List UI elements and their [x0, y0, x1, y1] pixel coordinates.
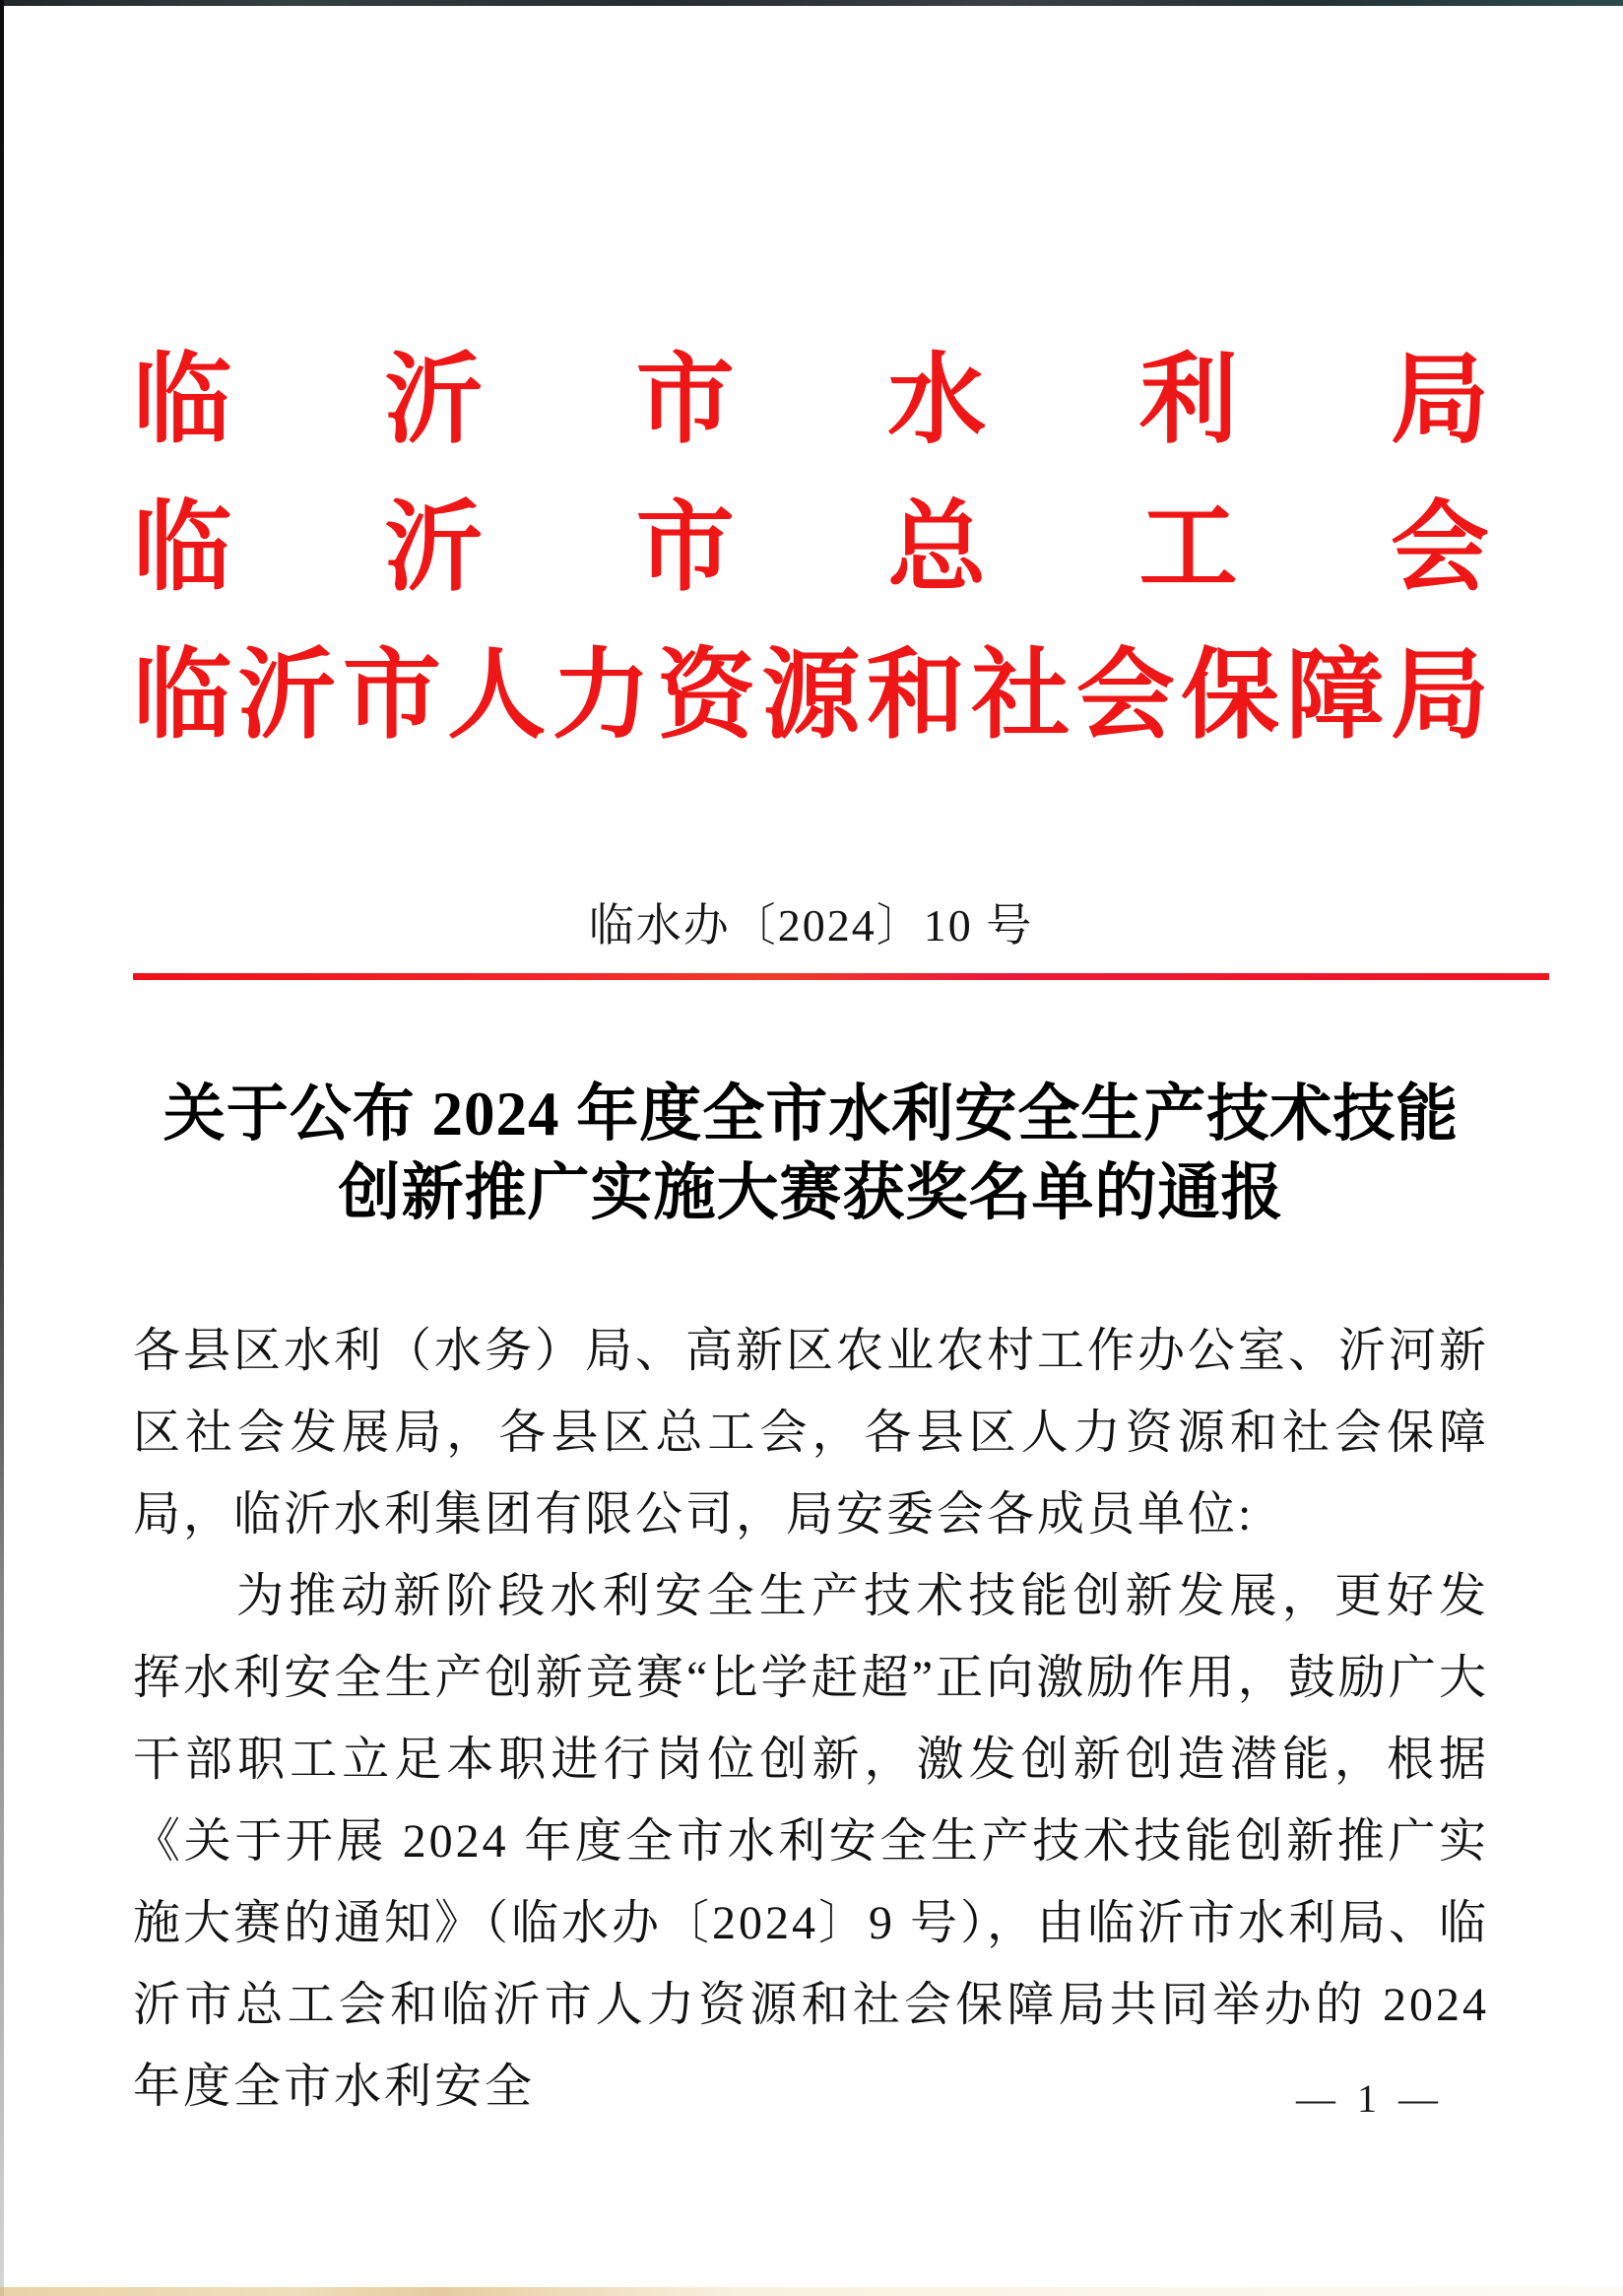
document-title	[133, 1075, 1489, 1232]
scan-artifact-bottom-edge	[0, 2287, 1623, 2296]
org-name-line-1: 临沂市水利局	[133, 346, 1489, 455]
scan-artifact-left-edge	[0, 0, 4, 2296]
document-title-line-1: 关于公布 2024 年度全市水利安全生产技术技能	[162, 1080, 1460, 1148]
page-number: — 1 —	[1296, 2076, 1444, 2121]
red-letterhead	[133, 327, 1489, 770]
org-name-line-3: 临沂市人力资源和社会保障局	[133, 641, 1489, 751]
red-separator-line	[133, 973, 1549, 980]
document-body	[133, 1310, 1489, 2128]
document-title-line-2: 创新推广实施大赛获奖名单的通报	[338, 1158, 1284, 1227]
body-paragraph: 为推动新阶段水利安全生产技术技能创新发展，更好发挥水利安全生产创新竞赛“比学赶超”正向激励作用，鼓励广大干部职工立足本职进行岗位创新，激发创新创造潜能，根据《关于开展 2024 年度全市水利安全生产技术技能创新推广实施大赛的通知》（临水办〔2024〕9 号），由临沂市水利局、临沂市总工会和临沂市人力资源和社会保障局共同举办的 2024 年度全市水利安全	[133, 1570, 1490, 2113]
org-name-line-2: 临沂市总工会	[133, 493, 1489, 603]
scan-artifact-top-edge	[0, 0, 1623, 6]
document-reference-number: 临水办〔2024〕10 号	[588, 900, 1034, 951]
recipients-paragraph: 各县区水利（水务）局、高新区农业农村工作办公室、沂河新区社会发展局，各县区总工会，各县区人力资源和社会保障局，临沂水利集团有限公司，局安委会各成员单位:	[133, 1325, 1490, 1541]
